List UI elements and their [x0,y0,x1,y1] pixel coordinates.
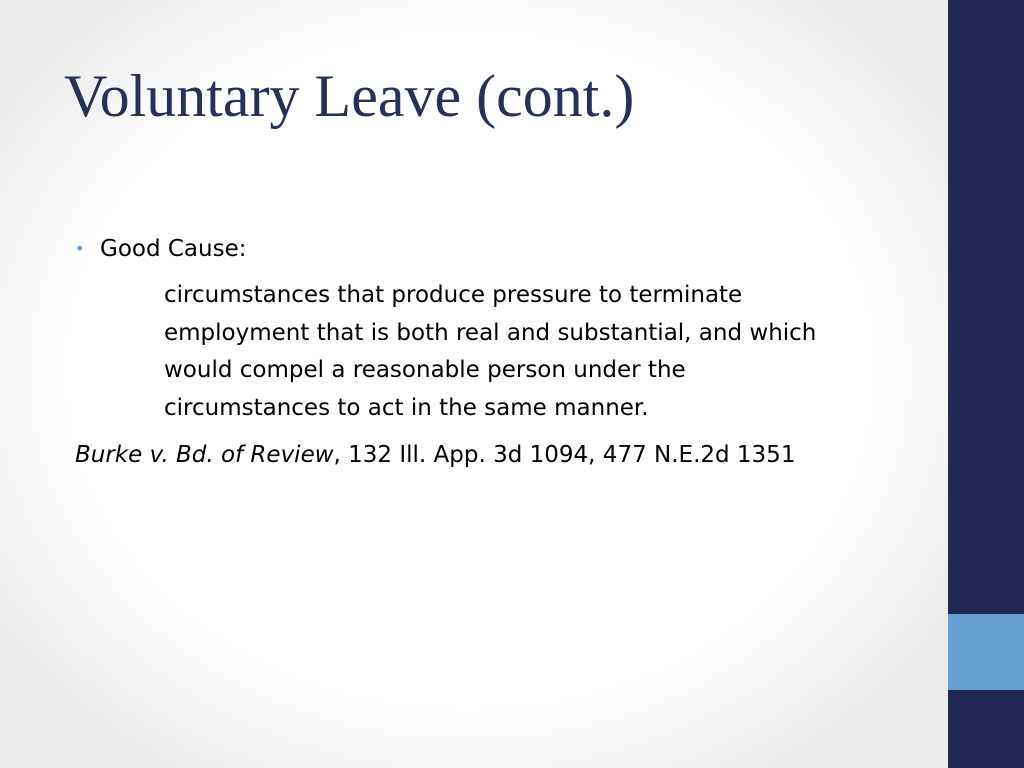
slide-title: Voluntary Leave (cont.) [64,63,635,129]
definition-line: circumstances that produce pressure to terminate [164,282,743,308]
case-citation [75,435,925,475]
citation-reference: , 132 Ill. App. 3d 1094, 477 N.E.2d 1351 [333,442,796,468]
slide-body [75,229,925,475]
bullet-marker: • [75,239,85,258]
definition-line: would compel a reasonable person under the [164,357,686,383]
definition-line: circumstances to act in the same manner. [164,394,649,421]
citation-case-name: Burke v. Bd. of Review [75,442,334,468]
definition-text [164,277,904,427]
bullet-label: Good Cause: [100,236,247,262]
bullet-item [75,229,925,269]
sidebar-accent-block [948,614,1024,690]
definition-line: employment that is both real and substantial, and which [164,319,817,346]
